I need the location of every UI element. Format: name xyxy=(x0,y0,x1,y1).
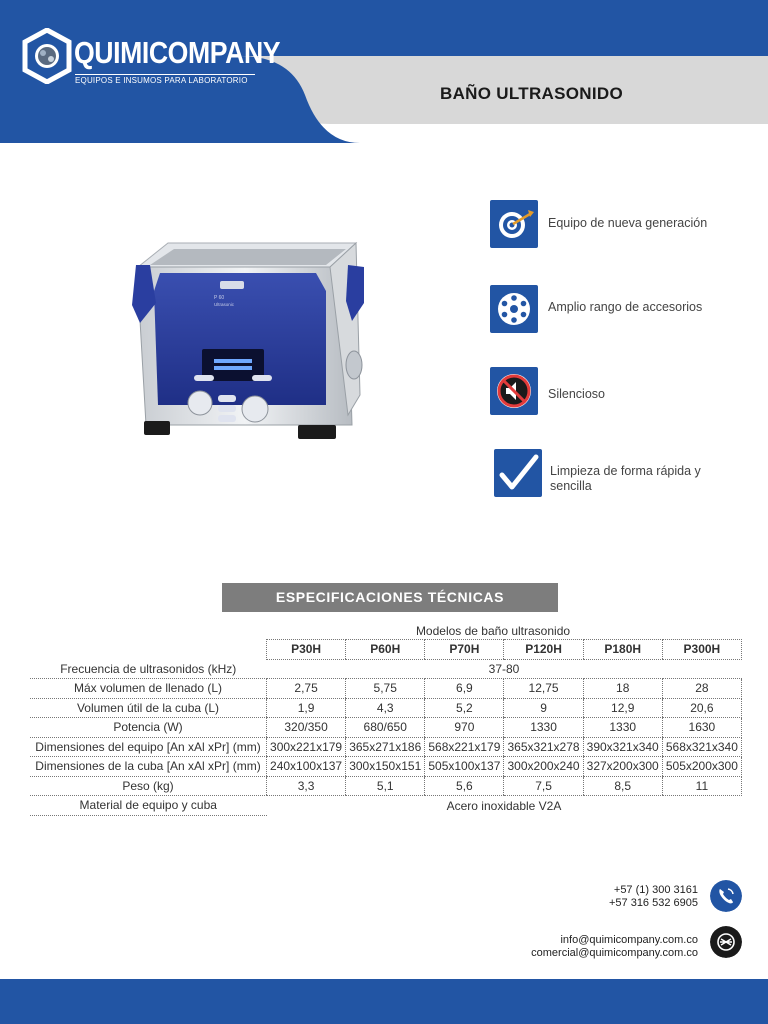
row-label: Dimensiones del equipo [An xAl xPr] (mm) xyxy=(30,737,267,757)
table-row xyxy=(30,776,742,796)
target-icon xyxy=(490,200,538,248)
table-cell: 37-80 xyxy=(267,659,742,679)
row-label: Volumen útil de la cuba (L) xyxy=(30,698,267,718)
feature-label: Silencioso xyxy=(548,387,605,401)
ultrasonic-bath-image xyxy=(120,225,382,465)
checkmark-icon xyxy=(494,449,542,497)
email-link[interactable]: comercial@quimicompany.com.co xyxy=(531,947,698,959)
table-row xyxy=(30,698,742,718)
row-label: Potencia (W) xyxy=(30,718,267,738)
phone-number[interactable]: +57 316 532 6905 xyxy=(608,897,698,909)
table-cell: 9 xyxy=(504,698,583,718)
table-cell: 1330 xyxy=(583,718,662,738)
table-cell: 320/350 xyxy=(267,718,346,738)
table-cell: Acero inoxidable V2A xyxy=(446,798,562,813)
table-row xyxy=(30,757,742,777)
email-icon[interactable] xyxy=(710,926,742,958)
table-row xyxy=(30,679,742,699)
email-block xyxy=(531,934,698,960)
table-cell: 1330 xyxy=(504,718,583,738)
table-cell: 390x321x340 xyxy=(583,737,662,757)
table-cell: 327x200x300 xyxy=(583,757,662,777)
row-label: Dimensiones de la cuba [An xAl xPr] (mm) xyxy=(30,757,267,777)
model-header: P60H xyxy=(346,640,425,660)
table-cell: 7,5 xyxy=(504,776,583,796)
table-cell: 365x271x186 xyxy=(346,737,425,757)
table-header-row xyxy=(30,640,742,660)
table-cell: 6,9 xyxy=(425,679,504,699)
phone-icon[interactable] xyxy=(710,880,742,912)
specs-title: ESPECIFICACIONES TÉCNICAS xyxy=(222,583,558,612)
table-row xyxy=(30,737,742,757)
brand-tagline: EQUIPOS E INSUMOS PARA LABORATORIO xyxy=(75,76,248,85)
brand-name: QUIMICOMPANY xyxy=(74,35,281,70)
product-sub-label: Ultrasonic xyxy=(214,302,235,307)
phone-block xyxy=(609,884,698,910)
table-cell: 240x100x137 xyxy=(267,757,346,777)
table-cell: 8,5 xyxy=(583,776,662,796)
logo-divider xyxy=(75,74,255,75)
feature-label: Equipo de nueva generación xyxy=(548,216,708,230)
table-cell: 505x100x137 xyxy=(425,757,504,777)
table-cell: 11 xyxy=(662,776,741,796)
product-model-label: P 60 xyxy=(214,295,225,301)
table-cell: 5,75 xyxy=(346,679,425,699)
mute-icon xyxy=(490,367,538,415)
table-cell: 1630 xyxy=(662,718,741,738)
table-cell: 365x321x278 xyxy=(504,737,583,757)
table-cell: 28 xyxy=(662,679,741,699)
table-cell: 5,6 xyxy=(425,776,504,796)
model-header: P180H xyxy=(583,640,662,660)
table-cell: 568x221x179 xyxy=(425,737,504,757)
model-header: P70H xyxy=(425,640,504,660)
row-label: Máx volumen de llenado (L) xyxy=(30,679,267,699)
logo-hexagon-icon xyxy=(22,28,72,84)
accessories-icon xyxy=(490,285,538,333)
specs-table xyxy=(30,639,742,816)
footer-bar xyxy=(0,979,768,1024)
table-cell: 3,3 xyxy=(267,776,346,796)
row-label: Frecuencia de ultrasonidos (kHz) xyxy=(30,659,267,679)
page-title: BAÑO ULTRASONIDO xyxy=(440,84,623,103)
table-cell: 300x150x151 xyxy=(346,757,425,777)
table-cell: 680/650 xyxy=(346,718,425,738)
table-cell: 970 xyxy=(425,718,504,738)
table-cell: 18 xyxy=(583,679,662,699)
table-row xyxy=(30,796,742,816)
company-logo[interactable] xyxy=(22,26,281,90)
table-cell: 300x200x240 xyxy=(504,757,583,777)
table-cell: 2,75 xyxy=(267,679,346,699)
model-header: P120H xyxy=(504,640,583,660)
phone-number[interactable]: +57 (1) 300 3161 xyxy=(613,884,698,896)
table-cell: 568x321x340 xyxy=(662,737,741,757)
model-header: P30H xyxy=(267,640,346,660)
table-cell: 5,1 xyxy=(346,776,425,796)
table-cell: 300x221x179 xyxy=(267,737,346,757)
table-cell: 12,75 xyxy=(504,679,583,699)
table-cell: 1,9 xyxy=(267,698,346,718)
row-label: Material de equipo y cuba xyxy=(30,796,267,816)
table-row xyxy=(30,659,742,679)
feature-label: Amplio rango de accesorios xyxy=(548,300,703,314)
row-label: Peso (kg) xyxy=(30,776,267,796)
table-cell: 5,2 xyxy=(425,698,504,718)
table-cell: 505x200x300 xyxy=(662,757,741,777)
email-link[interactable]: info@quimicompany.com.co xyxy=(560,934,698,946)
table-cell: 4,3 xyxy=(346,698,425,718)
specs-caption: Modelos de baño ultrasonido xyxy=(415,624,571,638)
feature-label: Limpieza de forma rápida y sencilla xyxy=(550,464,701,493)
table-row xyxy=(30,718,742,738)
table-cell: 12,9 xyxy=(583,698,662,718)
model-header: P300H xyxy=(662,640,741,660)
table-cell: 20,6 xyxy=(662,698,741,718)
